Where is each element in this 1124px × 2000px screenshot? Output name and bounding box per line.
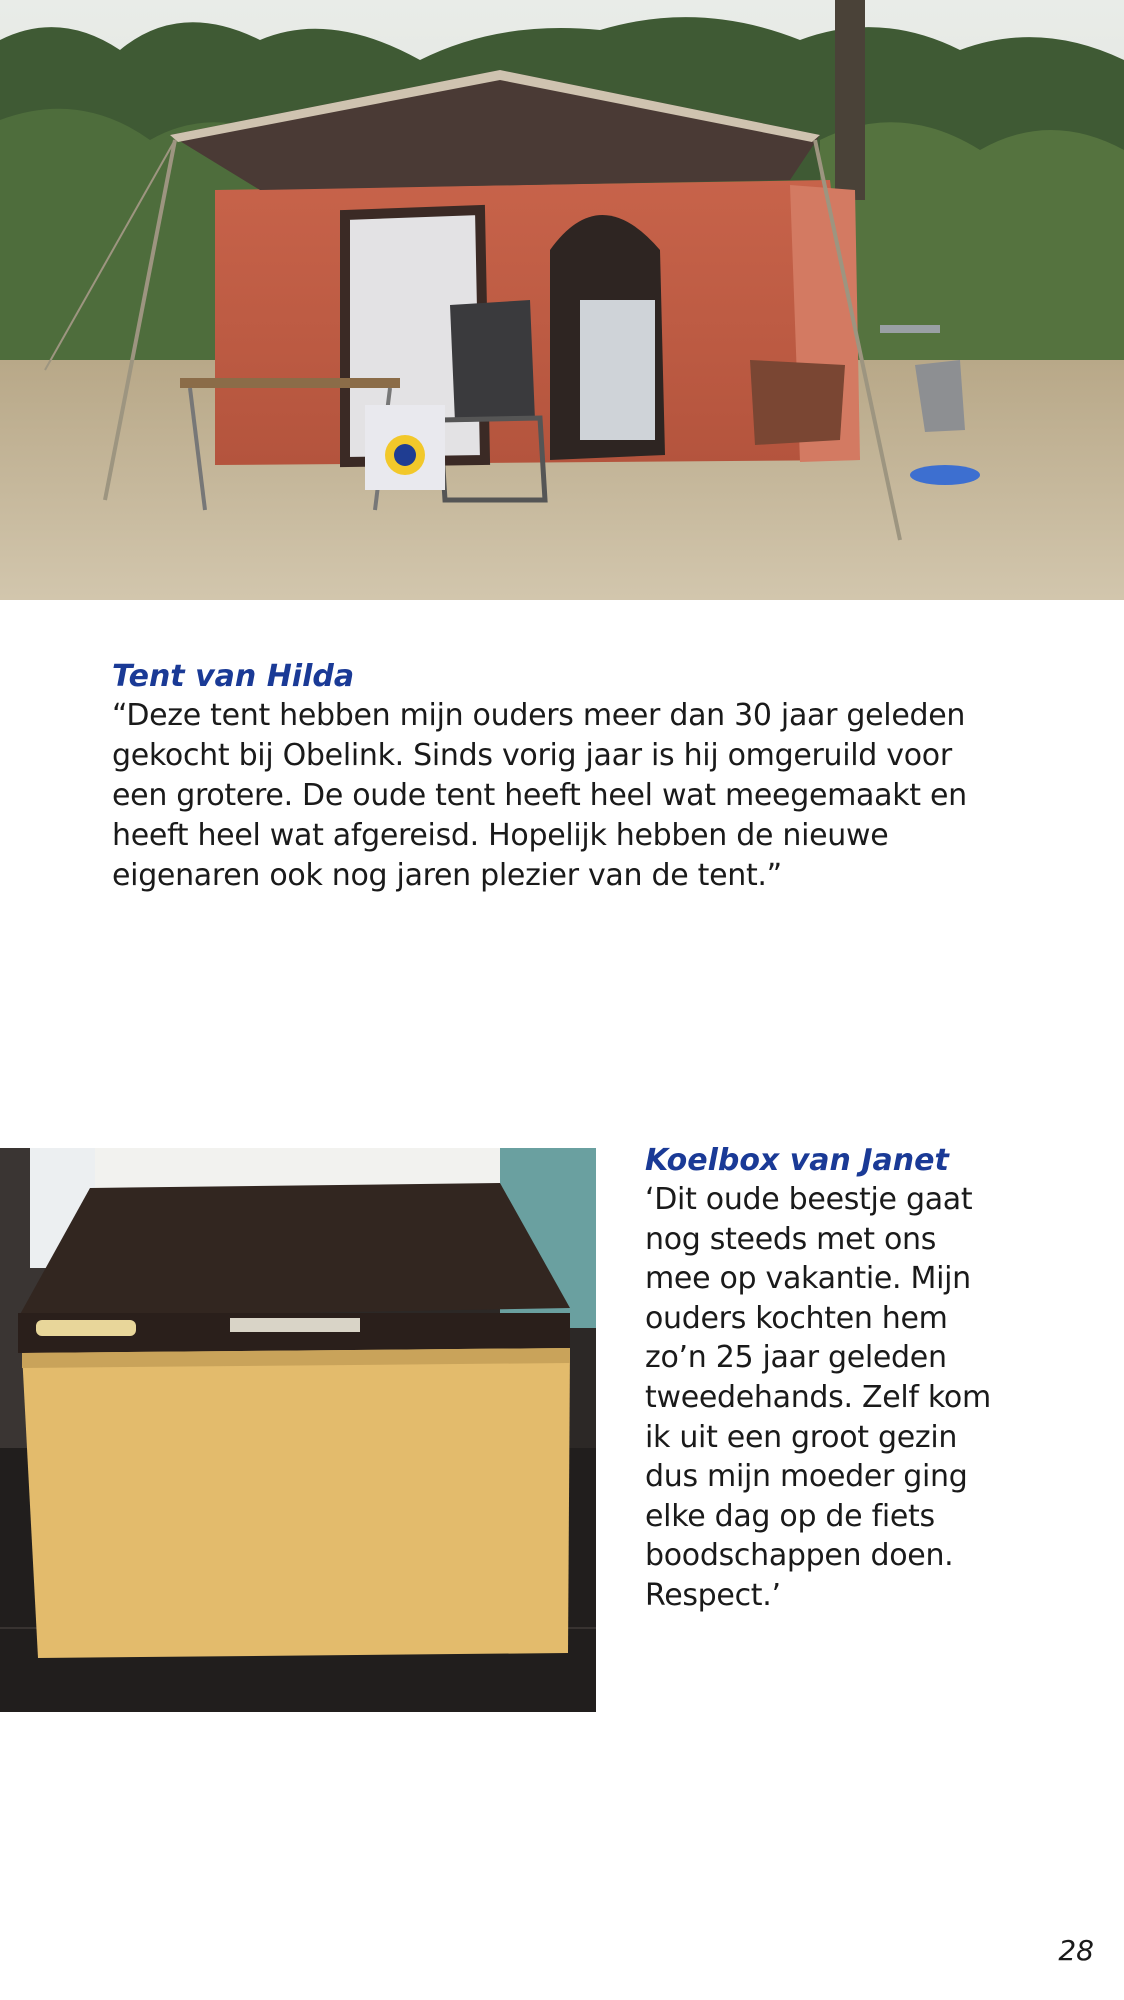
story-title: Tent van Hilda [112, 659, 355, 694]
story-janet [645, 1142, 1085, 1616]
story-line: ouders kochten hem [645, 1300, 948, 1336]
story-line: eigenaren ook nog jaren plezier van de tent.” [112, 858, 782, 893]
story-line: heeft heel wat afgereisd. Hopelijk hebben de nieuwe [112, 818, 889, 853]
story-line: ik uit een groot gezin [645, 1419, 958, 1455]
story-line: nog steeds met ons [645, 1221, 937, 1257]
story-line: ‘Dit oude beestje gaat [645, 1182, 973, 1217]
tent-photo [0, 0, 1124, 600]
story-line: tweedehands. Zelf kom [645, 1379, 991, 1415]
story-line: Respect.’ [645, 1577, 781, 1613]
story-line: zo’n 25 jaar geleden [645, 1340, 947, 1376]
coolbox-photo [0, 1148, 596, 1712]
story-hilda [112, 658, 1072, 896]
story-line: gekocht bij Obelink. Sinds vorig jaar is hij omgeruild voor [112, 738, 952, 773]
page-number: 28 [1058, 1934, 1094, 1967]
story-line: elke dag op de fiets [645, 1498, 935, 1534]
story-line: dus mijn moeder ging [645, 1459, 968, 1495]
story-title: Koelbox van Janet [645, 1143, 949, 1178]
story-line: boodschappen doen. [645, 1538, 954, 1574]
story-line: een grotere. De oude tent heeft heel wat meegemaakt en [112, 778, 967, 813]
story-line: “Deze tent hebben mijn ouders meer dan 30 jaar geleden [112, 698, 966, 733]
story-line: mee op vakantie. Mijn [645, 1261, 971, 1297]
